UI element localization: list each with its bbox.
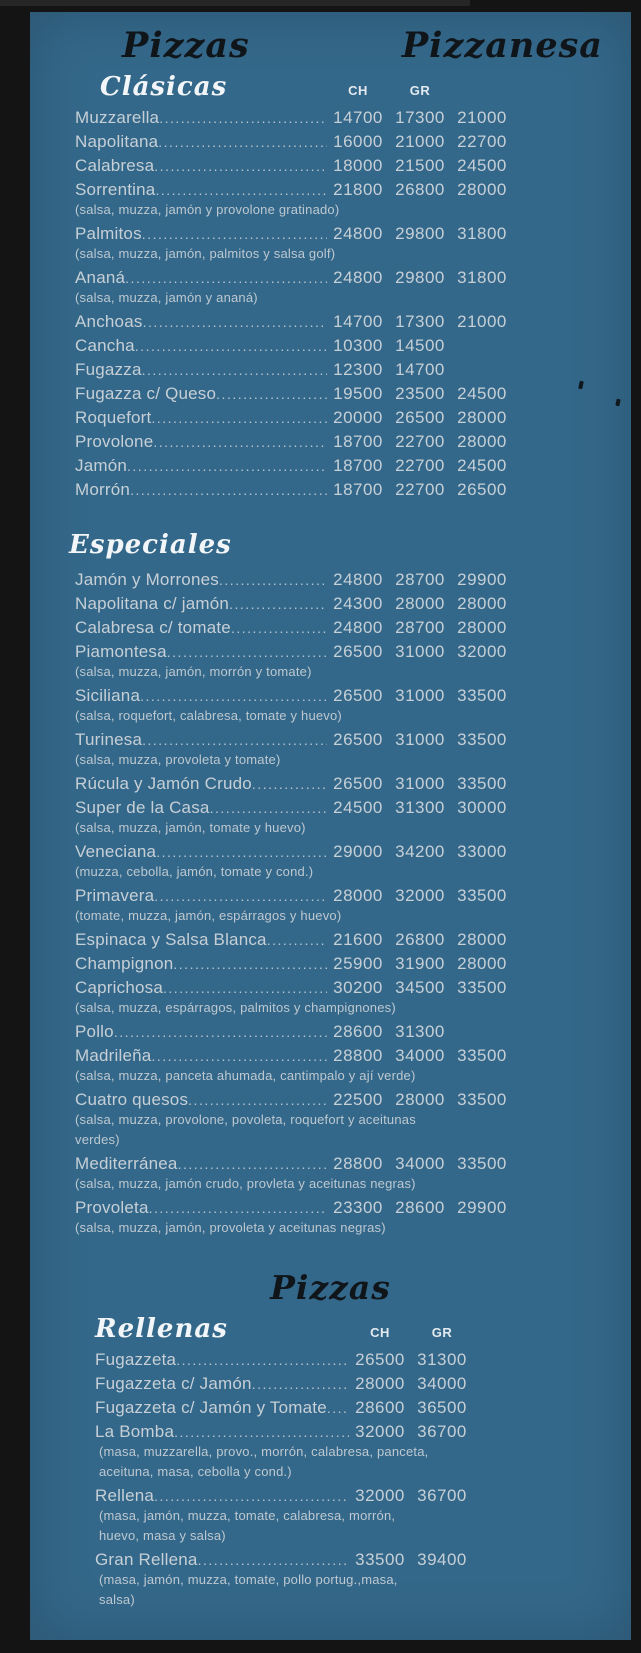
item-price-col1: 24800	[333, 224, 383, 243]
rellenas-pizzas-title-row	[30, 1268, 631, 1308]
item-price-col3: 28000	[457, 180, 507, 199]
item-price-col1: 18700	[333, 432, 383, 451]
item-price-col2: 31000	[395, 730, 445, 749]
item-price-col2: 31000	[395, 642, 445, 661]
section-title-especiales: Especiales	[69, 530, 232, 560]
section-title-rellenas: Rellenas	[95, 1314, 228, 1344]
item-price-col2: 34000	[417, 1374, 467, 1393]
item-price-col2: 31300	[395, 798, 445, 817]
item-price-col2: 26500	[395, 408, 445, 427]
menu-item-row	[75, 382, 513, 406]
column-header-gr: GR	[409, 83, 431, 98]
item-price-col2: 14700	[395, 360, 445, 379]
menu-item-row	[75, 130, 513, 154]
item-name: Siciliana .....	[75, 684, 327, 708]
item-description: (salsa, muzza, espárragos, palmitos y champignones)	[75, 1000, 396, 1015]
item-price-col2: 31300	[395, 1022, 445, 1041]
item-name: Fugazza c/ Queso .....	[75, 382, 327, 406]
column-header-gr: GR	[431, 1325, 453, 1340]
item-price-col1: 28800	[333, 1154, 383, 1173]
item-price-col1: 24300	[333, 594, 383, 613]
item-name: Fugazzeta c/ Jamón y Tomate .....	[95, 1396, 349, 1420]
item-name: Jamón .....	[75, 454, 327, 478]
item-description: (salsa, muzza, jamón crudo, provleta y aceitunas negras)	[75, 1176, 416, 1191]
menu-title-pizzas-rellenas: Pizzas	[270, 1268, 391, 1307]
item-price-col3: 28000	[457, 408, 507, 427]
item-name: Napolitana c/ jamón .....	[75, 592, 327, 616]
item-price-col3: 32000	[457, 642, 507, 661]
especiales-item-list	[75, 568, 513, 1240]
menu-item-row	[75, 684, 513, 708]
menu-item-row	[95, 1420, 473, 1444]
item-price-col3: 33500	[457, 1090, 507, 1109]
item-price-col2: 28700	[395, 570, 445, 589]
item-price-col3: 33500	[457, 1154, 507, 1173]
item-price-col3: 24500	[457, 456, 507, 475]
section-clasicas-header	[75, 70, 513, 104]
item-description: (salsa, muzza, provolone, povoleta, roquefort y aceitunas verdes)	[75, 1112, 416, 1147]
item-description: (salsa, muzza, jamón, morrón y tomate)	[75, 664, 312, 679]
item-description: (salsa, muzza, panceta ahumada, cantimpalo y ají verde)	[75, 1068, 416, 1083]
item-price-col3: 21000	[457, 312, 507, 331]
item-name: Provoleta .....	[75, 1196, 327, 1220]
item-name: Pollo .....	[75, 1020, 327, 1044]
item-name: Sorrentina .....	[75, 178, 327, 202]
menu-item-row	[75, 728, 513, 752]
item-description: (salsa, muzza, jamón, palmitos y salsa golf)	[75, 246, 336, 261]
section-especiales	[30, 528, 631, 1240]
menu-item-row	[75, 840, 513, 864]
item-price-col1: 19500	[333, 384, 383, 403]
item-price-col1: 30200	[333, 978, 383, 997]
menu-item-row	[75, 106, 513, 130]
item-price-col1: 26500	[333, 774, 383, 793]
item-price-col3: 28000	[457, 930, 507, 949]
item-price-col2: 29800	[395, 224, 445, 243]
menu-item-row	[75, 222, 513, 246]
item-price-col3: 33500	[457, 774, 507, 793]
item-name: Fugazzeta c/ Jamón .....	[95, 1372, 349, 1396]
menu-item-row	[75, 884, 513, 908]
item-price-col1: 24800	[333, 268, 383, 287]
menu-item-row	[95, 1348, 473, 1372]
item-price-col1: 14700	[333, 312, 383, 331]
item-name: Palmitos .....	[75, 222, 327, 246]
item-name: La Bomba .....	[95, 1420, 349, 1444]
item-price-col1: 26500	[355, 1350, 405, 1369]
item-price-col3: 22700	[457, 132, 507, 151]
item-price-col1: 28000	[355, 1374, 405, 1393]
item-price-col2: 23500	[395, 384, 445, 403]
item-price-col1: 28800	[333, 1046, 383, 1065]
item-price-col3: 31800	[457, 268, 507, 287]
item-price-col1: 28000	[333, 886, 383, 905]
item-name: Primavera .....	[75, 884, 327, 908]
menu-item-row	[75, 640, 513, 664]
item-price-col1: 22500	[333, 1090, 383, 1109]
item-price-col1: 10300	[333, 336, 383, 355]
menu-item-row	[75, 178, 513, 202]
item-name: Madrileña .....	[75, 1044, 327, 1068]
item-price-col3: 30000	[457, 798, 507, 817]
item-price-col2: 31300	[417, 1350, 467, 1369]
item-price-col1: 28600	[333, 1022, 383, 1041]
item-name: Jamón y Morrones .....	[75, 568, 327, 592]
photo-edge-highlight	[0, 0, 470, 6]
menu-item-row	[75, 928, 513, 952]
menu-item-row	[95, 1396, 473, 1420]
item-price-col3: 29900	[457, 1198, 507, 1217]
item-price-col3: 28000	[457, 954, 507, 973]
item-price-col2: 28000	[395, 1090, 445, 1109]
item-price-col3: 33500	[457, 978, 507, 997]
menu-item-row	[75, 952, 513, 976]
menu-title-pizzas: Pizzas	[122, 25, 250, 66]
item-price-col1: 29000	[333, 842, 383, 861]
item-price-col2: 34200	[395, 842, 445, 861]
item-name: Piamontesa .....	[75, 640, 327, 664]
clasicas-item-list	[75, 106, 513, 502]
item-price-col3: 28000	[457, 432, 507, 451]
item-price-col2: 29800	[395, 268, 445, 287]
item-price-col1: 18700	[333, 480, 383, 499]
item-price-col2: 28700	[395, 618, 445, 637]
item-price-col2: 21500	[395, 156, 445, 175]
section-rellenas-header	[95, 1312, 473, 1346]
item-price-col3: 28000	[457, 618, 507, 637]
item-price-col2: 39400	[417, 1550, 467, 1569]
item-description: (masa, jamón, muzza, tomate, calabresa, morrón, huevo, masa y salsa)	[99, 1508, 396, 1543]
menu-item-row	[75, 478, 513, 502]
menu-title-pizzanesa: Pizzanesa	[401, 25, 603, 66]
item-price-col3: 29900	[457, 570, 507, 589]
item-name: Turinesa .....	[75, 728, 327, 752]
item-price-col3: 33500	[457, 1046, 507, 1065]
item-price-col1: 32000	[355, 1422, 405, 1441]
item-description: (masa, muzzarella, provo., morrón, calabresa, panceta, aceituna, masa, cebolla y cond.)	[99, 1444, 429, 1479]
item-name: Fugazza .....	[75, 358, 327, 382]
item-name: Fugazzeta .....	[95, 1348, 349, 1372]
menu-item-row	[75, 976, 513, 1000]
menu-board	[30, 12, 631, 1640]
item-price-col3: 24500	[457, 156, 507, 175]
item-price-col2: 21000	[395, 132, 445, 151]
menu-item-row	[75, 616, 513, 640]
menu-item-row	[75, 772, 513, 796]
column-header-ch: CH	[348, 83, 368, 98]
item-price-col1: 23300	[333, 1198, 383, 1217]
menu-item-row	[75, 568, 513, 592]
item-name: Calabresa .....	[75, 154, 327, 178]
item-price-col3: 33500	[457, 730, 507, 749]
item-price-col2: 22700	[395, 480, 445, 499]
item-name: Gran Rellena .....	[95, 1548, 349, 1572]
menu-item-row	[75, 796, 513, 820]
item-description: (salsa, roquefort, calabresa, tomate y huevo)	[75, 708, 342, 723]
item-price-col2: 31000	[395, 774, 445, 793]
item-price-col2: 34500	[395, 978, 445, 997]
item-price-col3: 28000	[457, 594, 507, 613]
menu-item-row	[75, 592, 513, 616]
item-description: (salsa, muzza, jamón y provolone gratinado)	[75, 202, 340, 217]
item-price-col2: 22700	[395, 456, 445, 475]
section-clasicas	[30, 70, 631, 502]
menu-header	[30, 12, 631, 66]
menu-item-row	[75, 334, 513, 358]
item-price-col1: 25900	[333, 954, 383, 973]
item-name: Muzzarella .....	[75, 106, 327, 130]
item-name: Caprichosa .....	[75, 976, 327, 1000]
item-price-col1: 18000	[333, 156, 383, 175]
menu-item-row	[75, 358, 513, 382]
item-price-col2: 17300	[395, 312, 445, 331]
menu-item-row	[75, 310, 513, 334]
item-description: (salsa, muzza, jamón y ananá)	[75, 290, 258, 305]
item-name: Cuatro quesos .....	[75, 1088, 327, 1112]
item-price-col2: 31000	[395, 686, 445, 705]
item-price-col1: 33500	[355, 1550, 405, 1569]
item-name: Espinaca y Salsa Blanca .....	[75, 928, 327, 952]
item-price-col2: 17300	[395, 108, 445, 127]
menu-item-row	[75, 1152, 513, 1176]
item-price-col2: 26800	[395, 180, 445, 199]
item-name: Cancha .....	[75, 334, 327, 358]
menu-item-row	[75, 406, 513, 430]
item-name: Champignon .....	[75, 952, 327, 976]
item-price-col1: 20000	[333, 408, 383, 427]
item-name: Anchoas .....	[75, 310, 327, 334]
menu-item-row	[75, 1044, 513, 1068]
item-price-col2: 34000	[395, 1046, 445, 1065]
column-header-ch: CH	[370, 1325, 390, 1340]
menu-item-row	[75, 266, 513, 290]
menu-item-row	[75, 454, 513, 478]
item-price-col2: 28000	[395, 594, 445, 613]
menu-item-row	[75, 430, 513, 454]
item-price-col3: 33500	[457, 686, 507, 705]
item-price-col1: 24800	[333, 570, 383, 589]
item-name: Napolitana .....	[75, 130, 327, 154]
item-price-col1: 16000	[333, 132, 383, 151]
item-price-col1: 12300	[333, 360, 383, 379]
item-price-col3: 21000	[457, 108, 507, 127]
item-name: Super de la Casa .....	[75, 796, 327, 820]
menu-item-row	[95, 1484, 473, 1508]
item-description: (tomate, muzza, jamón, espárragos y huevo)	[75, 908, 342, 923]
item-price-col1: 32000	[355, 1486, 405, 1505]
item-name: Rúcula y Jamón Crudo .....	[75, 772, 327, 796]
item-price-col2: 34000	[395, 1154, 445, 1173]
item-price-col1: 14700	[333, 108, 383, 127]
item-price-col2: 31900	[395, 954, 445, 973]
item-price-col3: 31800	[457, 224, 507, 243]
item-description: (salsa, muzza, provoleta y tomate)	[75, 752, 281, 767]
item-price-col2: 26800	[395, 930, 445, 949]
menu-item-row	[75, 1196, 513, 1220]
item-name: Provolone .....	[75, 430, 327, 454]
item-description: (muzza, cebolla, jamón, tomate y cond.)	[75, 864, 314, 879]
item-price-col2: 28600	[395, 1198, 445, 1217]
item-name: Roquefort .....	[75, 406, 327, 430]
item-price-col3: 26500	[457, 480, 507, 499]
item-name: Mediterránea .....	[75, 1152, 327, 1176]
item-price-col1: 18700	[333, 456, 383, 475]
item-name: Rellena .....	[95, 1484, 349, 1508]
menu-item-row	[75, 154, 513, 178]
item-name: Veneciana .....	[75, 840, 327, 864]
item-price-col3: 33500	[457, 886, 507, 905]
item-price-col1: 28600	[355, 1398, 405, 1417]
rellenas-item-list	[95, 1348, 473, 1612]
item-price-col1: 24800	[333, 618, 383, 637]
item-price-col2: 32000	[395, 886, 445, 905]
item-price-col3: 24500	[457, 384, 507, 403]
item-price-col2: 36700	[417, 1422, 467, 1441]
menu-item-row	[75, 1020, 513, 1044]
item-price-col1: 26500	[333, 686, 383, 705]
item-description: (salsa, muzza, jamón, provoleta y aceitunas negras)	[75, 1220, 386, 1235]
item-price-col3: 33000	[457, 842, 507, 861]
item-price-col2: 36700	[417, 1486, 467, 1505]
item-price-col2: 22700	[395, 432, 445, 451]
menu-item-row	[95, 1548, 473, 1572]
section-rellenas	[30, 1268, 631, 1612]
item-price-col1: 26500	[333, 642, 383, 661]
menu-item-row	[95, 1372, 473, 1396]
item-price-col2: 36500	[417, 1398, 467, 1417]
item-price-col2: 14500	[395, 336, 445, 355]
item-name: Ananá .....	[75, 266, 327, 290]
item-price-col1: 21600	[333, 930, 383, 949]
item-description: (salsa, muzza, jamón, tomate y huevo)	[75, 820, 306, 835]
menu-item-row	[75, 1088, 513, 1112]
item-price-col1: 24500	[333, 798, 383, 817]
section-title-clasicas: Clásicas	[100, 72, 228, 102]
item-description: (masa, jamón, muzza, tomate, pollo portug.,masa, salsa)	[99, 1572, 398, 1607]
item-name: Calabresa c/ tomate .....	[75, 616, 327, 640]
item-price-col1: 26500	[333, 730, 383, 749]
item-price-col1: 21800	[333, 180, 383, 199]
item-name: Morrón .....	[75, 478, 327, 502]
